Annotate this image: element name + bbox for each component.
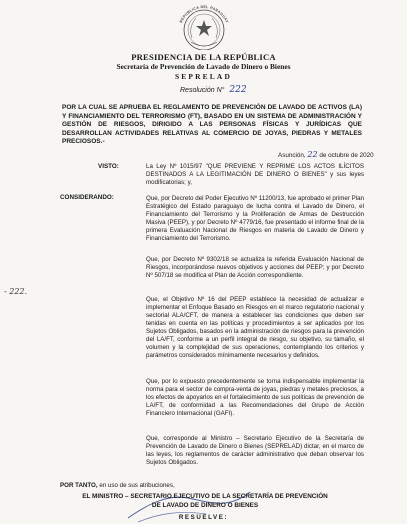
header-presidencia: PRESIDENCIA DE LA REPÚBLICA <box>131 52 276 62</box>
resuelve-heading: RESUELVE: <box>178 514 229 521</box>
considerando-paragraph-2: Que, por Decreto Nº 9302/18 se actualiza la referida Evaluación Nacional de Riesgos, incorporándose nuevos objetivos y acciones del PEEP; y por Decreto Nº 507/18 se modifica el Plan de Acción correspondiente. <box>146 256 364 280</box>
considerando-label: CONSIDERANDO: <box>60 194 114 201</box>
margin-handwritten-note: - 222. <box>4 287 28 296</box>
considerando-paragraph-1: Que, por Decreto del Poder Ejecutivo Nº 11200/13, fue aprobado el primer Plan Estratégico del Estado paraguayo de lucha contra el Lavado de Dinero, el Financiamiento del Terrorismo y la Proliferación de Armas de Destrucción Masiva (PEEP), y por Decreto Nº 4779/16, fue presentado el informe final de la primera Evaluación Nacional de Riesgos en materia de Lavado de Dinero y Financiamiento del Terrorismo. <box>146 195 364 243</box>
closing-line-1: EL MINISTRO – SECRETARIO EJECUTIVO DE LA SECRETARÍA DE PREVENCIÓN <box>82 493 328 500</box>
considerando-paragraph-4: Que, por lo expuesto precedentemente se torna indispensable implementar la norma para el sector de compra-venta de joyas, piedras y metales preciosos, a los efectos de apoyarlos en el fortalecimiento de sus políticas de prevención de LA/FT, de conformidad a las Recomendaciones del Grupo de Acción Financiero Internacional (GAFI). <box>146 378 364 418</box>
header-secretaria: Secretaría de Prevención de Lavado de Dinero o Bienes <box>116 62 291 71</box>
date-suffix: de octubre de 2020 <box>319 152 374 159</box>
closing-authority <box>40 493 370 510</box>
svg-text:REPÚBLICA DEL PARAGUAY: REPÚBLICA DEL PARAGUAY <box>178 4 230 24</box>
closing-line-2: DE LAVADO DE DINERO O BIENES <box>151 501 259 509</box>
por-tanto-text: en uso de sus atribuciones, <box>99 482 175 489</box>
resolution-handwritten-number: 222 <box>229 85 247 95</box>
coat-of-arms-seal-icon <box>166 2 242 50</box>
por-tanto-label: POR TANTO, <box>60 482 98 489</box>
resolution-subject: POR LA CUAL SE APRUEBA EL REGLAMENTO DE PREVENCIÓN DE LAVADO DE ACTIVOS (LA) Y FINANCIAMIENTO DEL TERRORISMO (FT), BASADO EN UN SISTEMA DE ADMINISTRACIÓN Y GESTIÓN DE RIESGOS, DIRIGIDO A LAS PERSONAS FÍSICAS Y JURÍDICAS QUE DESARROLLAN ACTIVIDADES RELATIVAS AL COMERCIO DE JOYAS, PIEDRAS Y METALES PRECIOSOS.- <box>62 104 362 146</box>
visto-text: La Ley Nº 1015/97 "QUE PREVIENE Y REPRIME LOS ACTOS ILÍCITOS DESTINADOS A LA LEGITIMACIÓN DE DINERO O BIENES" y sus leyes modificatorias; y, <box>146 163 364 187</box>
considerando-paragraph-3: Que, el Objetivo Nº 16 del PEEP establece la necesidad de actualizar e implementar el Enfoque Basado en Riesgos en el marco regulatorio nacional y sectorial ALA/CFT, de manera a establecer las condiciones que deben ser tenidas en cuenta en las políticas y procedimientos a ser aplicados por los Sujetos Obligados, basados en la administración de riesgos para la prevención del LA/FT, conforme a un perfil integral de riesgo, su objetivo, su tamaño, el volumen y la complejidad de sus operaciones, contemplando los criterios y parámetros considerados mínimamente necesarios y definidos. <box>146 296 364 360</box>
header-seprelad: SEPRELAD <box>174 72 233 81</box>
date-prefix: Asunción, <box>278 152 306 159</box>
resolution-number <box>180 85 247 95</box>
considerando-paragraph-5: Que, corresponde al Ministro – Secretario Ejecutivo de la Secretaría de Prevención de Lavado de Dinero o Bienes (SEPRELAD) dictar, en el marco de las leyes, los reglamentos de carácter administrativo que deban observar los Sujetos Obligados. <box>146 435 364 467</box>
date-day-handwritten: 22 <box>307 150 318 159</box>
resolution-label: Resolución N° <box>180 87 225 94</box>
document-date <box>278 150 374 159</box>
visto-label: VISTO: <box>98 163 119 170</box>
